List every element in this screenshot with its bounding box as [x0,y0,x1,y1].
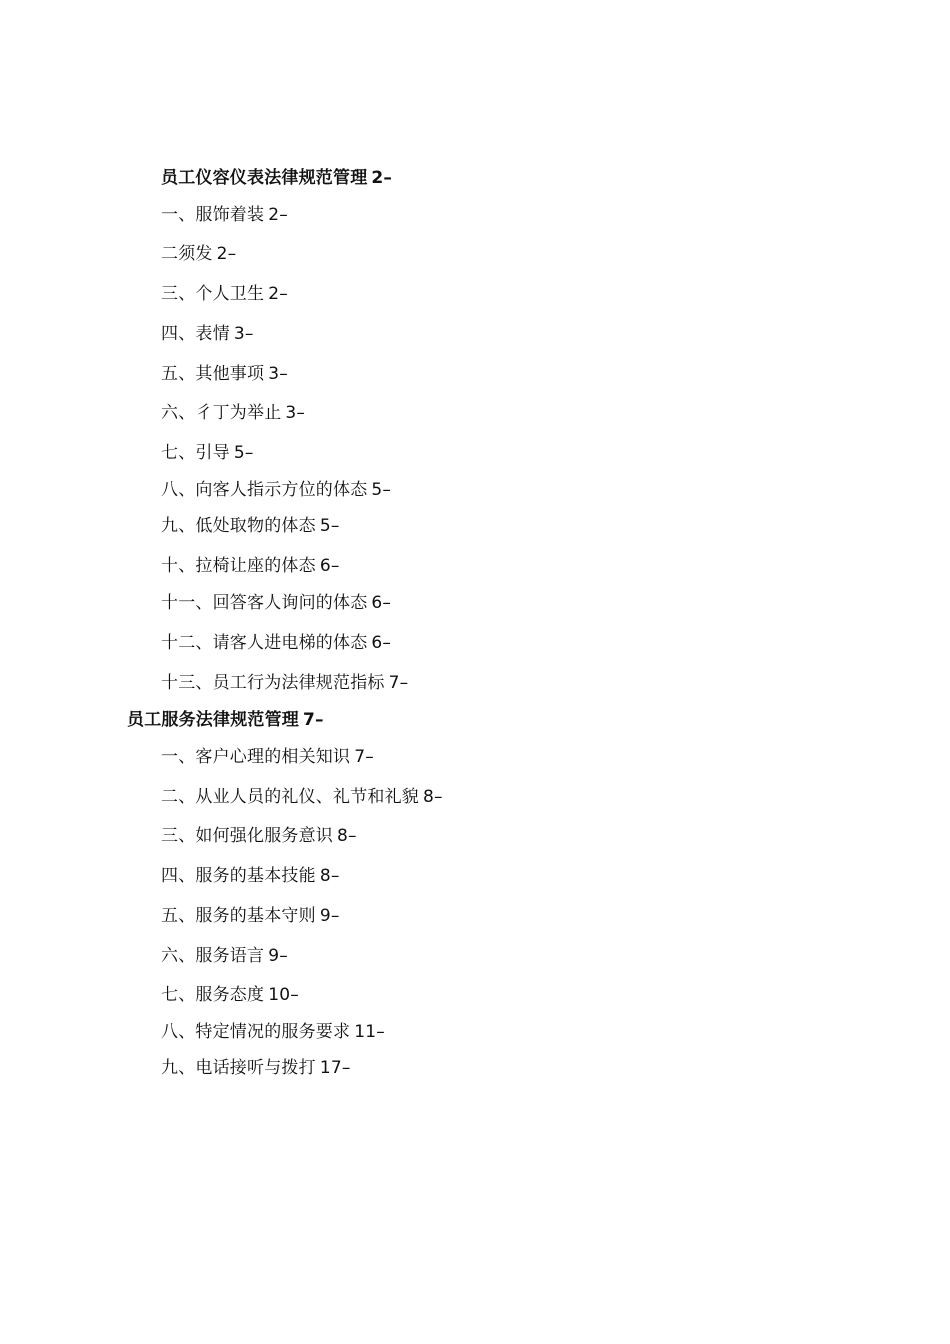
toc-page-number: 10– [268,985,299,1005]
toc-page-number: 2– [268,284,288,304]
toc-text: 九、低处取物的体态 [161,516,316,536]
toc-text: 一、服饰着装 [161,205,265,225]
toc-item[interactable] [161,945,288,967]
toc-page-number: 7– [303,710,324,730]
toc-page-number: 5– [371,480,392,500]
toc-item[interactable] [161,442,254,464]
toc-page-number: 9– [268,946,288,966]
toc-page-number: 6– [319,556,340,576]
toc-page-number: 8– [423,787,443,807]
toc-item[interactable] [161,672,408,694]
toc-page-number: 3– [233,324,254,344]
toc-heading[interactable] [127,709,324,731]
toc-page-number: 6– [371,633,392,653]
toc-page-number: 5– [319,516,340,536]
toc-item[interactable] [161,592,391,614]
toc-item[interactable] [161,515,340,537]
toc-item[interactable] [161,865,340,887]
toc-text: 十二、请客人进电梯的体态 [161,633,368,653]
toc-text: 五、其他事项 [161,364,265,384]
toc-page-number: 2– [216,244,237,264]
toc-item[interactable] [161,1057,351,1079]
toc-page-number: 3– [285,403,306,423]
toc-text: 四、服务的基本技能 [161,866,316,886]
toc-item[interactable] [161,786,443,808]
toc-item[interactable] [161,402,305,424]
toc-text: 员工服务法律规范管理 [127,710,299,730]
toc-item[interactable] [161,746,374,768]
toc-text: 八、特定情况的服务要求 [161,1022,351,1042]
toc-page-number: 8– [319,866,340,886]
toc-text: 八、向客人指示方位的体态 [161,480,368,500]
toc-page-number: 2– [268,205,288,225]
toc-item[interactable] [161,555,340,577]
toc-page-number: 2– [371,168,393,188]
toc-page-number: 3– [268,364,288,384]
toc-page-number: 7– [354,747,374,767]
toc-text: 二、从业人员的礼仪、礼节和礼貌 [161,787,419,807]
toc-text: 一、客户心理的相关知识 [161,747,351,767]
toc-item[interactable] [161,984,299,1006]
toc-heading[interactable] [161,167,392,189]
toc-text: 三、个人卫生 [161,284,265,304]
toc-item[interactable] [161,363,288,385]
toc-text: 四、表情 [161,324,230,344]
toc-text: 七、引导 [161,443,230,463]
toc-item[interactable] [161,479,391,501]
toc-item[interactable] [161,632,391,654]
toc-item[interactable] [161,825,357,847]
toc-item[interactable] [161,243,236,265]
toc-text: 员工仪容仪表法律规范管理 [161,168,368,188]
toc-text: 七、服务态度 [161,985,265,1005]
toc-page-number: 9– [319,906,340,926]
toc-text: 三、如何强化服务意识 [161,826,333,846]
toc-text: 六、彳丁为举止 [161,403,282,423]
toc-item[interactable] [161,323,254,345]
toc-text: 十一、回答客人询问的体态 [161,593,368,613]
toc-text: 五、服务的基本守则 [161,906,316,926]
toc-page-number: 6– [371,593,392,613]
toc-page-number: 17– [319,1058,351,1078]
toc-text: 十三、员工行为法律规范指标 [161,673,385,693]
toc-item[interactable] [161,905,340,927]
toc-item[interactable] [161,204,288,226]
toc-text: 二须发 [161,244,213,264]
toc-page-number: 11– [354,1022,385,1042]
toc-item[interactable] [161,283,288,305]
toc-page-number: 5– [233,443,254,463]
toc-text: 十、拉椅让座的体态 [161,556,316,576]
toc-text: 六、服务语言 [161,946,265,966]
toc-page-number: 8– [337,826,357,846]
toc-item[interactable] [161,1021,385,1043]
toc-text: 九、电话接听与拨打 [161,1058,316,1078]
toc-page-number: 7– [388,673,409,693]
